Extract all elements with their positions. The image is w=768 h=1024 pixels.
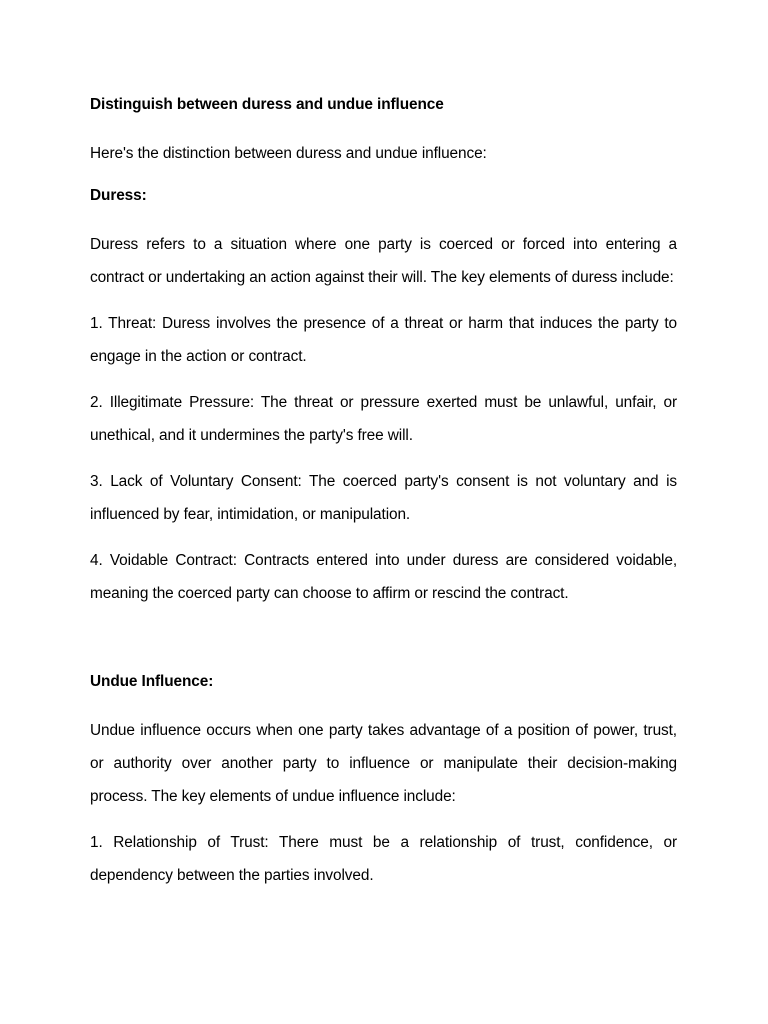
undue-influence-item-relationship-of-trust: 1. Relationship of Trust: There must be a relationship of trust, confidence, or dependency between the parties involved. <box>90 834 677 884</box>
duress-item-threat: 1. Threat: Duress involves the presence of a threat or harm that induces the party to engage in the action or contract. <box>90 315 677 365</box>
undue-influence-description: Undue influence occurs when one party takes advantage of a position of power, trust, or authority over another party to influence or manipulate their decision-making process. The key elements of undue influence include: <box>90 722 677 805</box>
intro-paragraph: Here's the distinction between duress and undue influence: <box>90 145 487 162</box>
undue-influence-heading: Undue Influence: <box>90 673 214 690</box>
duress-description: Duress refers to a situation where one party is coerced or forced into entering a contract or undertaking an action against their will. The key elements of duress include: <box>90 236 677 286</box>
document-title: Distinguish between duress and undue influence <box>90 96 444 113</box>
duress-heading: Duress: <box>90 187 147 204</box>
document-body <box>90 92 677 905</box>
duress-item-voidable-contract: 4. Voidable Contract: Contracts entered into under duress are considered voidable, meaning the coerced party can choose to affirm or rescind the contract. <box>90 552 677 602</box>
duress-item-illegitimate-pressure: 2. Illegitimate Pressure: The threat or pressure exerted must be unlawful, unfair, or unethical, and it undermines the party's free will. <box>90 394 677 444</box>
section-spacer <box>90 623 677 669</box>
duress-item-lack-of-consent: 3. Lack of Voluntary Consent: The coerced party's consent is not voluntary and is influenced by fear, intimidation, or manipulation. <box>90 473 677 523</box>
